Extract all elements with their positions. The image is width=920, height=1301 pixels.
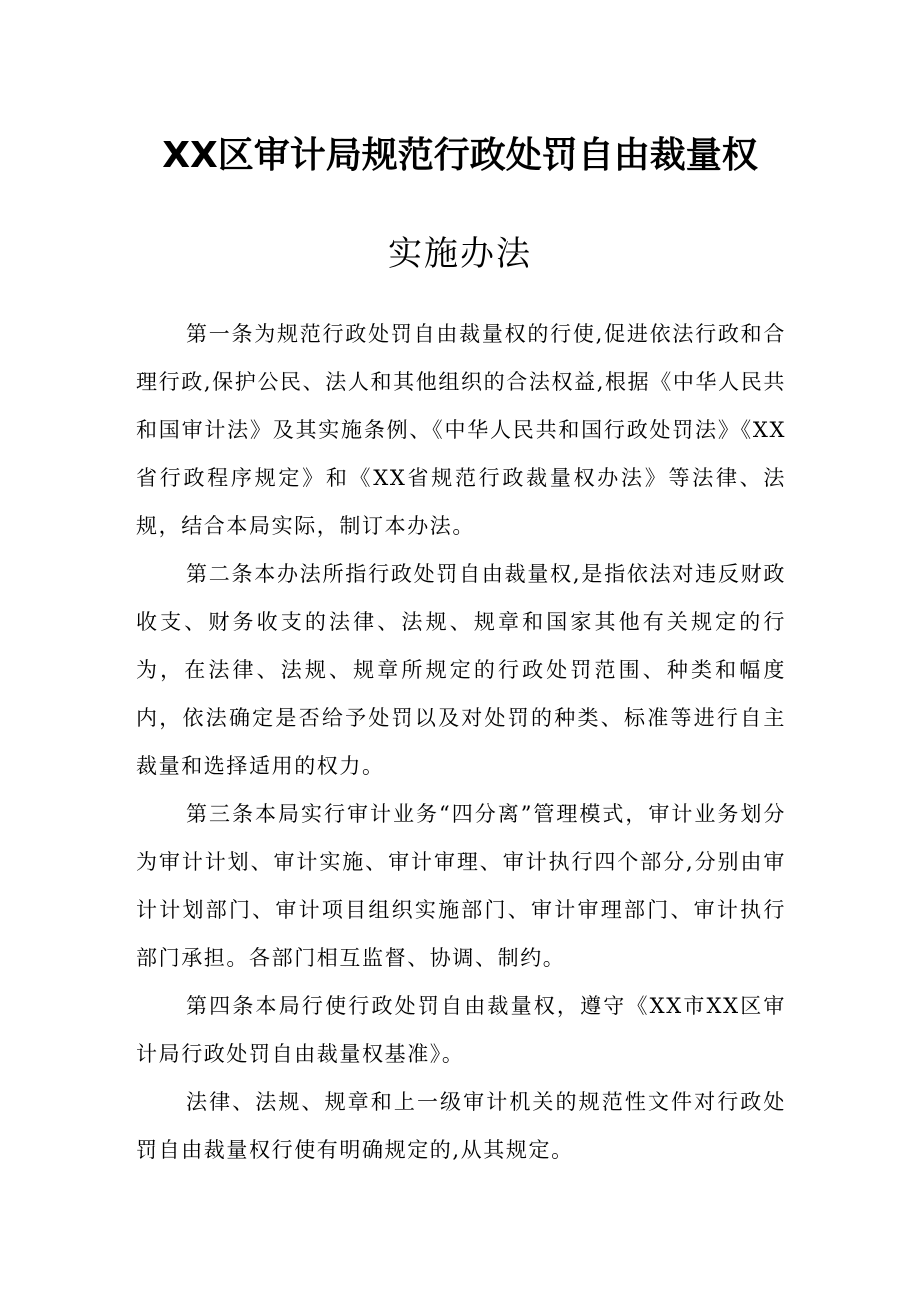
document-title-line-1: XX区审计局规范行政处罚自由裁量权: [162, 135, 758, 176]
document-body: [136, 310, 786, 1174]
paragraph-article-1: 第一条为规范行政处罚自由裁量权的行使,促进依法行政和合理行政,保护公民、法人和其他组织的合法权益,根据《中华人民共和国审计法》及其实施条例、《中华人民共和国行政处罚法》《XX省行政程序规定》和《XX省规范行政裁量权办法》等法律、法规，结合本局实际，制订本办法。: [136, 322, 786, 538]
paragraph-article-4-supplement: 法律、法规、规章和上一级审计机关的规范性文件对行政处罚自由裁量权行使有明确规定的,从其规定。: [136, 1090, 786, 1162]
paragraph-article-2: 第二条本办法所指行政处罚自由裁量权,是指依法对违反财政收支、财务收支的法律、法规、规章和国家其他有关规定的行为，在法律、法规、规章所规定的行政处罚范围、种类和幅度内，依法确定是否给予处罚以及对处罚的种类、标准等进行自主裁量和选择适用的权力。: [136, 562, 786, 778]
document-title-line-2: 实施办法: [388, 234, 532, 274]
paragraph-article-3: 第三条本局实行审计业务“四分离”管理模式，审计业务划分为审计计划、审计实施、审计审理、审计执行四个部分,分别由审计计划部门、审计项目组织实施部门、审计审理部门、审计执行部门承担。各部门相互监督、协调、制约。: [136, 802, 786, 970]
paragraph-article-4: 第四条本局行使行政处罚自由裁量权，遵守《XX市XX区审计局行政处罚自由裁量权基准》。: [136, 994, 786, 1066]
